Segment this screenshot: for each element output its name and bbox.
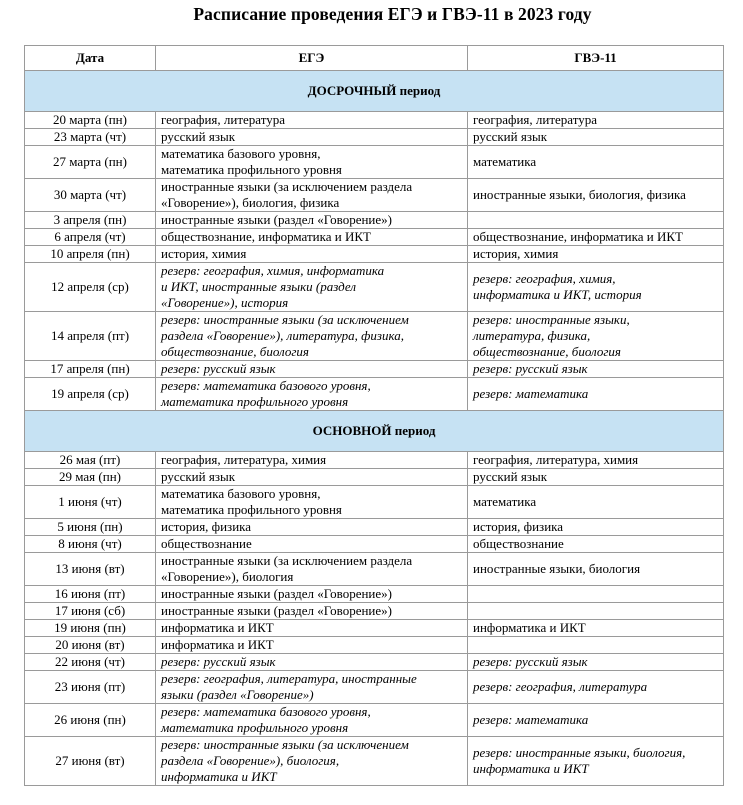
date-cell: 17 июня (сб) xyxy=(25,603,156,620)
cell-line: география, литература xyxy=(473,112,598,127)
period-suffix: период xyxy=(391,423,436,438)
cell-line: иностранные языки (раздел «Говорение») xyxy=(161,586,392,601)
cell-line: резерв: география, химия, информатика xyxy=(161,263,385,278)
cell-line: математика профильного уровня xyxy=(161,394,349,409)
cell-line: математика базового уровня, xyxy=(161,146,321,161)
cell-line: резерв: география, литература xyxy=(473,679,648,694)
gve-cell xyxy=(468,146,724,179)
cell-line: «Говорение»), история xyxy=(161,295,289,310)
cell-line: русский язык xyxy=(161,129,236,144)
cell-line: математика базового уровня, xyxy=(161,486,321,501)
table-row xyxy=(25,112,724,129)
cell-line: резерв: русский язык xyxy=(161,361,276,376)
cell-line: литература, физика, xyxy=(473,328,591,343)
cell-line: информатика и ИКТ xyxy=(161,620,274,635)
header-gve: ГВЭ-11 xyxy=(468,46,724,71)
date-cell: 5 июня (пн) xyxy=(25,519,156,536)
ege-cell xyxy=(156,704,468,737)
date-cell: 10 апреля (пн) xyxy=(25,246,156,263)
table-row xyxy=(25,312,724,361)
cell-line: обществознание xyxy=(161,536,252,551)
ege-cell xyxy=(156,469,468,486)
date-cell: 20 июня (вт) xyxy=(25,637,156,654)
cell-line: резерв: география, химия, xyxy=(473,271,616,286)
cell-line: резерв: иностранные языки, xyxy=(473,312,630,327)
ege-cell xyxy=(156,654,468,671)
header-row xyxy=(25,46,724,71)
ege-cell xyxy=(156,229,468,246)
cell-line: резерв: русский язык xyxy=(161,654,276,669)
gve-cell xyxy=(468,519,724,536)
ege-cell xyxy=(156,637,468,654)
period-row xyxy=(25,411,724,452)
cell-line: математика профильного уровня xyxy=(161,502,342,517)
date-cell: 12 апреля (ср) xyxy=(25,263,156,312)
cell-line: информатика и ИКТ xyxy=(161,769,277,784)
date-cell: 19 июня (пн) xyxy=(25,620,156,637)
table-row xyxy=(25,129,724,146)
date-cell: 1 июня (чт) xyxy=(25,486,156,519)
cell-line: обществознание, биология xyxy=(473,344,621,359)
gve-cell xyxy=(468,654,724,671)
cell-line: раздела «Говорение»), биология, xyxy=(161,753,340,768)
gve-cell xyxy=(468,263,724,312)
table-row xyxy=(25,620,724,637)
cell-line: история, химия xyxy=(473,246,559,261)
date-cell: 29 мая (пн) xyxy=(25,469,156,486)
ege-cell xyxy=(156,212,468,229)
ege-cell xyxy=(156,553,468,586)
table-row xyxy=(25,212,724,229)
date-cell: 23 марта (чт) xyxy=(25,129,156,146)
table-row xyxy=(25,486,724,519)
cell-line: резерв: иностранные языки (за исключением xyxy=(161,737,409,752)
table-row xyxy=(25,553,724,586)
cell-line: иностранные языки, биология xyxy=(473,561,641,576)
cell-line: математика профильного уровня xyxy=(161,720,349,735)
cell-line: математика xyxy=(473,154,537,169)
ege-cell xyxy=(156,620,468,637)
gve-cell xyxy=(468,129,724,146)
date-cell: 13 июня (вт) xyxy=(25,553,156,586)
cell-line: история, физика xyxy=(473,519,564,534)
schedule-body xyxy=(25,71,724,786)
cell-line: обществознание, информатика и ИКТ xyxy=(161,229,371,244)
ege-cell xyxy=(156,586,468,603)
ege-cell xyxy=(156,378,468,411)
ege-cell xyxy=(156,671,468,704)
cell-line: информатика и ИКТ xyxy=(473,761,589,776)
ege-cell xyxy=(156,361,468,378)
cell-line: иностранные языки (раздел «Говорение») xyxy=(161,603,392,618)
date-cell: 16 июня (пт) xyxy=(25,586,156,603)
cell-line: обществознание, биология xyxy=(161,344,309,359)
ege-cell xyxy=(156,452,468,469)
gve-cell xyxy=(468,671,724,704)
period-name: ДОСРОЧНЫЙ xyxy=(307,83,397,98)
gve-cell xyxy=(468,637,724,654)
cell-line: резерв: иностранные языки (за исключением xyxy=(161,312,409,327)
cell-line: история, химия xyxy=(161,246,247,261)
gve-cell xyxy=(468,704,724,737)
gve-cell xyxy=(468,179,724,212)
date-cell: 26 июня (пн) xyxy=(25,704,156,737)
gve-cell xyxy=(468,536,724,553)
cell-line: обществознание xyxy=(473,536,564,551)
table-row xyxy=(25,179,724,212)
cell-line: резерв: математика xyxy=(473,712,589,727)
date-cell: 20 марта (пн) xyxy=(25,112,156,129)
date-cell: 19 апреля (ср) xyxy=(25,378,156,411)
gve-cell xyxy=(468,452,724,469)
cell-line: иностранные языки (за исключением раздела xyxy=(161,553,413,568)
gve-cell xyxy=(468,112,724,129)
cell-line: математика профильного уровня xyxy=(161,162,342,177)
cell-line: русский язык xyxy=(473,469,548,484)
date-cell: 14 апреля (пт) xyxy=(25,312,156,361)
cell-line: резерв: математика базового уровня, xyxy=(161,378,371,393)
cell-line: история, физика xyxy=(161,519,252,534)
cell-line: информатика и ИКТ xyxy=(161,637,274,652)
table-row xyxy=(25,603,724,620)
cell-line: география, литература, химия xyxy=(161,452,327,467)
cell-line: иностранные языки (раздел «Говорение») xyxy=(161,212,392,227)
cell-line: резерв: русский язык xyxy=(473,361,588,376)
cell-line: «Говорение»), биология xyxy=(161,569,294,584)
cell-line: информатика и ИКТ, история xyxy=(473,287,642,302)
cell-line: резерв: русский язык xyxy=(473,654,588,669)
ege-cell xyxy=(156,179,468,212)
ege-cell xyxy=(156,146,468,179)
table-row xyxy=(25,671,724,704)
period-heading xyxy=(25,411,724,452)
date-cell: 6 апреля (чт) xyxy=(25,229,156,246)
date-cell: 23 июня (пт) xyxy=(25,671,156,704)
ege-cell xyxy=(156,603,468,620)
gve-cell xyxy=(468,553,724,586)
gve-cell xyxy=(468,586,724,603)
table-row xyxy=(25,263,724,312)
cell-line: информатика и ИКТ xyxy=(473,620,586,635)
cell-line: «Говорение»), биология, физика xyxy=(161,195,340,210)
cell-line: математика xyxy=(473,494,537,509)
table-row xyxy=(25,704,724,737)
cell-line: резерв: география, литература, иностранные xyxy=(161,671,417,686)
gve-cell xyxy=(468,212,724,229)
gve-cell xyxy=(468,603,724,620)
period-heading xyxy=(25,71,724,112)
gve-cell xyxy=(468,737,724,786)
table-row xyxy=(25,246,724,263)
date-cell: 26 мая (пт) xyxy=(25,452,156,469)
date-cell: 30 марта (чт) xyxy=(25,179,156,212)
cell-line: резерв: математика xyxy=(473,386,589,401)
table-row xyxy=(25,737,724,786)
table-row xyxy=(25,452,724,469)
header-ege: ЕГЭ xyxy=(156,46,468,71)
table-row xyxy=(25,536,724,553)
table-row xyxy=(25,637,724,654)
table-row xyxy=(25,146,724,179)
table-row xyxy=(25,378,724,411)
header-date: Дата xyxy=(25,46,156,71)
date-cell: 3 апреля (пн) xyxy=(25,212,156,229)
ege-cell xyxy=(156,486,468,519)
ege-cell xyxy=(156,536,468,553)
period-suffix: период xyxy=(396,83,441,98)
page-title: Расписание проведения ЕГЭ и ГВЭ-11 в 2023 году xyxy=(193,4,592,24)
ege-cell xyxy=(156,737,468,786)
date-cell: 8 июня (чт) xyxy=(25,536,156,553)
table-row xyxy=(25,229,724,246)
period-name: ОСНОВНОЙ xyxy=(312,423,392,438)
cell-line: резерв: математика базового уровня, xyxy=(161,704,371,719)
cell-line: русский язык xyxy=(161,469,236,484)
cell-line: иностранные языки (за исключением раздела xyxy=(161,179,413,194)
cell-line: языки (раздел «Говорение») xyxy=(161,687,314,702)
gve-cell xyxy=(468,361,724,378)
date-cell: 22 июня (чт) xyxy=(25,654,156,671)
ege-cell xyxy=(156,129,468,146)
cell-line: раздела «Говорение»), литература, физика, xyxy=(161,328,404,343)
gve-cell xyxy=(468,246,724,263)
gve-cell xyxy=(468,486,724,519)
cell-line: резерв: иностранные языки, биология, xyxy=(473,745,686,760)
table-row xyxy=(25,361,724,378)
schedule-table xyxy=(24,45,724,786)
gve-cell xyxy=(468,378,724,411)
ege-cell xyxy=(156,263,468,312)
cell-line: и ИКТ, иностранные языки (раздел xyxy=(161,279,357,294)
cell-line: обществознание, информатика и ИКТ xyxy=(473,229,683,244)
gve-cell xyxy=(468,620,724,637)
date-cell: 27 июня (вт) xyxy=(25,737,156,786)
cell-line: география, литература xyxy=(161,112,286,127)
period-row xyxy=(25,71,724,112)
ege-cell xyxy=(156,112,468,129)
cell-line: география, литература, химия xyxy=(473,452,639,467)
ege-cell xyxy=(156,312,468,361)
table-row xyxy=(25,586,724,603)
cell-line: иностранные языки, биология, физика xyxy=(473,187,686,202)
table-row xyxy=(25,654,724,671)
ege-cell xyxy=(156,246,468,263)
table-row xyxy=(25,469,724,486)
date-cell: 27 марта (пн) xyxy=(25,146,156,179)
gve-cell xyxy=(468,469,724,486)
table-row xyxy=(25,519,724,536)
gve-cell xyxy=(468,229,724,246)
gve-cell xyxy=(468,312,724,361)
cell-line: русский язык xyxy=(473,129,548,144)
ege-cell xyxy=(156,519,468,536)
date-cell: 17 апреля (пн) xyxy=(25,361,156,378)
